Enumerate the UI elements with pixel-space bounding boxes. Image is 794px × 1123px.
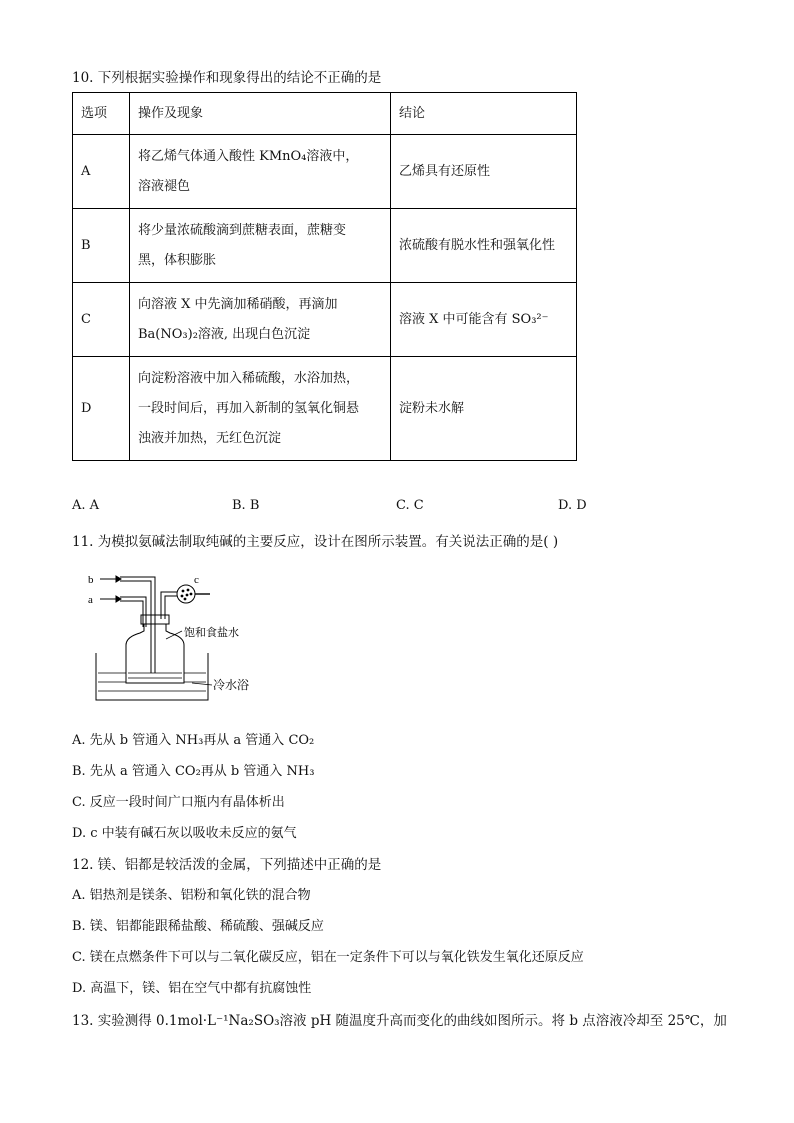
q12-option-c[interactable]: C. 镁在点燃条件下可以与二氧化碳反应，铝在一定条件下可以与氧化铁发生氧化还原反应 — [72, 950, 584, 965]
question-12-title: 12. 镁、铝都是较活泼的金属，下列描述中正确的是 — [72, 857, 382, 873]
row-label: C — [73, 283, 130, 357]
answer-a[interactable]: A. A — [72, 498, 100, 513]
table-row — [73, 135, 577, 209]
question-11-title: 11. 为模拟氨碱法制取纯碱的主要反应，设计在图所示装置。有关说法正确的是( ) — [72, 534, 559, 550]
answer-d[interactable]: D. D — [558, 498, 587, 513]
row-operation — [130, 135, 391, 209]
header-conclusion: 结论 — [391, 93, 577, 135]
operation-line: 一段时间后，再加入新制的氢氧化铜悬 — [138, 400, 360, 416]
operation-line: 将乙烯气体通入酸性 KMnO₄溶液中， — [138, 148, 359, 164]
row-label: A — [73, 135, 130, 209]
table-row — [73, 357, 577, 461]
row-conclusion: 浓硫酸有脱水性和强氧化性 — [391, 209, 577, 283]
row-operation — [130, 209, 391, 283]
q12-option-d[interactable]: D. 高温下，镁、铝在空气中都有抗腐蚀性 — [72, 981, 312, 996]
row-operation — [130, 357, 391, 461]
label-cold-bath: 冷水浴 — [213, 678, 250, 692]
question-10-answers — [72, 498, 632, 518]
row-conclusion: 淀粉未水解 — [391, 357, 577, 461]
operation-line: 将少量浓硫酸滴到蔗糖表面，蔗糖变 — [138, 222, 347, 238]
apparatus-diagram — [86, 565, 266, 705]
table-row — [73, 283, 577, 357]
operation-line: 向淀粉溶液中加入稀硫酸，水浴加热， — [138, 370, 360, 386]
operation-line: 溶液褪色 — [138, 178, 191, 194]
label-b: b — [88, 574, 94, 586]
header-operation: 操作及现象 — [130, 93, 391, 135]
operation-line: 向溶液 X 中先滴加稀硝酸，再滴加 — [138, 296, 338, 312]
header-option: 选项 — [73, 93, 130, 135]
label-a: a — [88, 594, 93, 606]
operation-line: Ba(NO₃)₂溶液, 出现白色沉淀 — [138, 326, 311, 342]
row-conclusion: 乙烯具有还原性 — [391, 135, 577, 209]
q11-option-a[interactable]: A. 先从 b 管通入 NH₃再从 a 管通入 CO₂ — [72, 733, 315, 748]
question-10-title: 10. 下列根据实验操作和现象得出的结论不正确的是 — [72, 70, 382, 86]
question-10-table — [72, 92, 577, 461]
label-brine: 饱和食盐水 — [184, 627, 239, 639]
table-header-row — [73, 93, 577, 135]
q12-option-a[interactable]: A. 铝热剂是镁条、铝粉和氧化铁的混合物 — [72, 888, 311, 903]
row-label: D — [73, 357, 130, 461]
q11-option-c[interactable]: C. 反应一段时间广口瓶内有晶体析出 — [72, 795, 285, 810]
row-operation — [130, 283, 391, 357]
q12-option-b[interactable]: B. 镁、铝都能跟稀盐酸、稀硫酸、强碱反应 — [72, 919, 324, 934]
label-c: c — [194, 574, 199, 586]
question-13-title: 13. 实验测得 0.1mol·L⁻¹Na₂SO₃溶液 pH 随温度升高而变化的曲线如图所示。将 b 点溶液冷却至 25℃，加 — [72, 1013, 727, 1029]
table-row — [73, 209, 577, 283]
row-conclusion: 溶液 X 中可能含有 SO₃²⁻ — [391, 283, 577, 357]
operation-line: 浊液并加热，无红色沉淀 — [138, 430, 282, 446]
operation-line: 黑，体积膨胀 — [138, 252, 217, 268]
answer-b[interactable]: B. B — [232, 498, 260, 513]
answer-c[interactable]: C. C — [396, 498, 424, 513]
row-label: B — [73, 209, 130, 283]
q11-option-b[interactable]: B. 先从 a 管通入 CO₂再从 b 管通入 NH₃ — [72, 764, 315, 779]
q11-option-d[interactable]: D. c 中装有碱石灰以吸收未反应的氨气 — [72, 826, 297, 841]
